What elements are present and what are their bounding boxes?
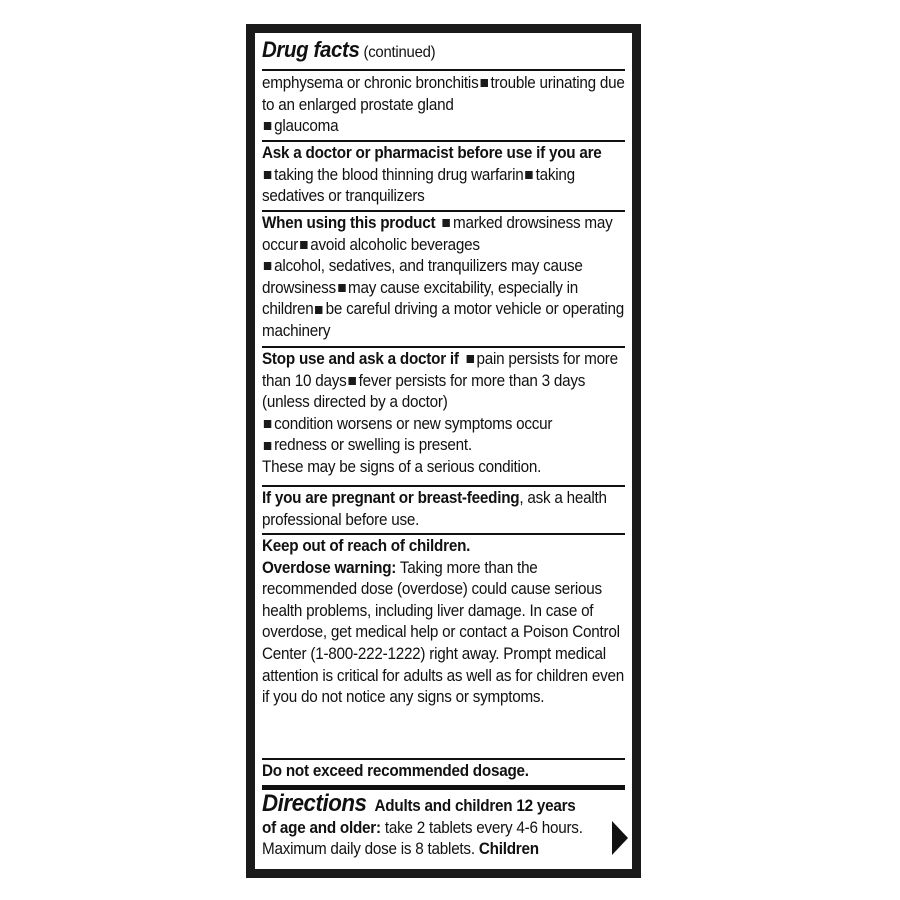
bullet-square-icon [338,284,345,292]
stop-use-item: condition worsens or new symptoms occur [274,414,553,433]
drug-facts-panel [246,24,641,878]
directions-section [262,790,592,861]
pregnant-heading: If you are pregnant or breast-feeding [262,489,520,507]
continued-label: (continued) [363,44,436,61]
stop-use-item: fever persists for more than 3 days (unless directed by a doctor) [262,371,586,412]
stop-use-section [262,349,625,479]
ask-doctor-section [262,143,625,208]
directions-text: take 2 tablets every 4-6 hours. Maximum daily dose is 8 tablets. [262,818,583,859]
keep-out-heading: Keep out of reach of children. [262,537,471,555]
ask-doctor-heading: Ask a doctor or pharmacist before use if you are [262,144,602,162]
overdose-label: Overdose warning: [262,558,397,577]
bullet-square-icon [264,442,271,450]
pregnant-section [262,488,625,531]
drug-facts-header [262,39,625,64]
ask-doctor-item: taking sedatives or tranquilizers [262,165,575,206]
continue-arrow-icon [612,821,628,855]
section-rule [262,140,625,142]
bullet-square-icon [480,79,487,87]
pregnant-text: , ask a health professional before use. [262,489,607,529]
when-using-item: be careful driving a motor vehicle or operating machinery [262,300,624,340]
keep-out-section [262,536,625,709]
bullet-square-icon [264,122,271,130]
section-rule [262,210,625,212]
section-rule [262,533,625,535]
bullet-square-icon [264,420,271,428]
directions-title: Directions [262,790,367,817]
bullet-square-icon [443,219,450,227]
header-rule [262,69,625,71]
ask-doctor-item: taking the blood thinning drug warfarin [274,165,524,184]
conditions-section [262,73,625,138]
when-using-item: alcohol, sedatives, and tranquilizers may cause drowsiness [262,257,583,297]
bullet-square-icon [466,355,473,363]
directions-children: Children [478,840,539,859]
condition-item: glaucoma [274,117,339,136]
bullet-square-icon [348,377,355,385]
stop-use-item: redness or swelling is present. [274,436,472,455]
section-rule [262,485,625,487]
when-using-item: marked drowsiness may occur [262,214,613,254]
bullet-square-icon [264,262,271,270]
when-using-section [262,213,625,343]
when-using-heading: When using this product [262,214,436,232]
stop-use-item: pain persists for more than 10 days [262,350,618,390]
condition-item: trouble urinating due to an enlarged prostate gland [262,74,625,114]
when-using-item: avoid alcoholic beverages [310,235,480,254]
bullet-square-icon [264,171,271,179]
bullet-square-icon [315,306,322,314]
stop-use-note: These may be signs of a serious condition. [262,457,542,476]
bullet-square-icon [300,241,307,249]
section-rule [262,346,625,348]
condition-item: emphysema or chronic bronchitis [262,74,479,92]
drug-facts-title: Drug facts [262,37,360,62]
bullet-square-icon [525,171,532,179]
overdose-text: Taking more than the recommended dose (overdose) could cause serious health problems, including liver damage. In case of overdose, get medical help or contact a Poison Control Center (1-800-222-1222) right away. Prompt medical attention is critical for adults as well as for children even if you do not notice any signs or symptoms. [262,558,625,707]
drug-facts-inner [255,33,632,869]
dosage-section [262,761,625,783]
when-using-item: may cause excitability, especially in children [262,278,579,319]
section-rule [262,758,625,760]
stop-use-heading: Stop use and ask a doctor if [262,350,459,368]
dosage-text: Do not exceed recommended dosage. [262,762,529,780]
directions-bold: Adults and children 12 years of age and older: [262,797,576,837]
